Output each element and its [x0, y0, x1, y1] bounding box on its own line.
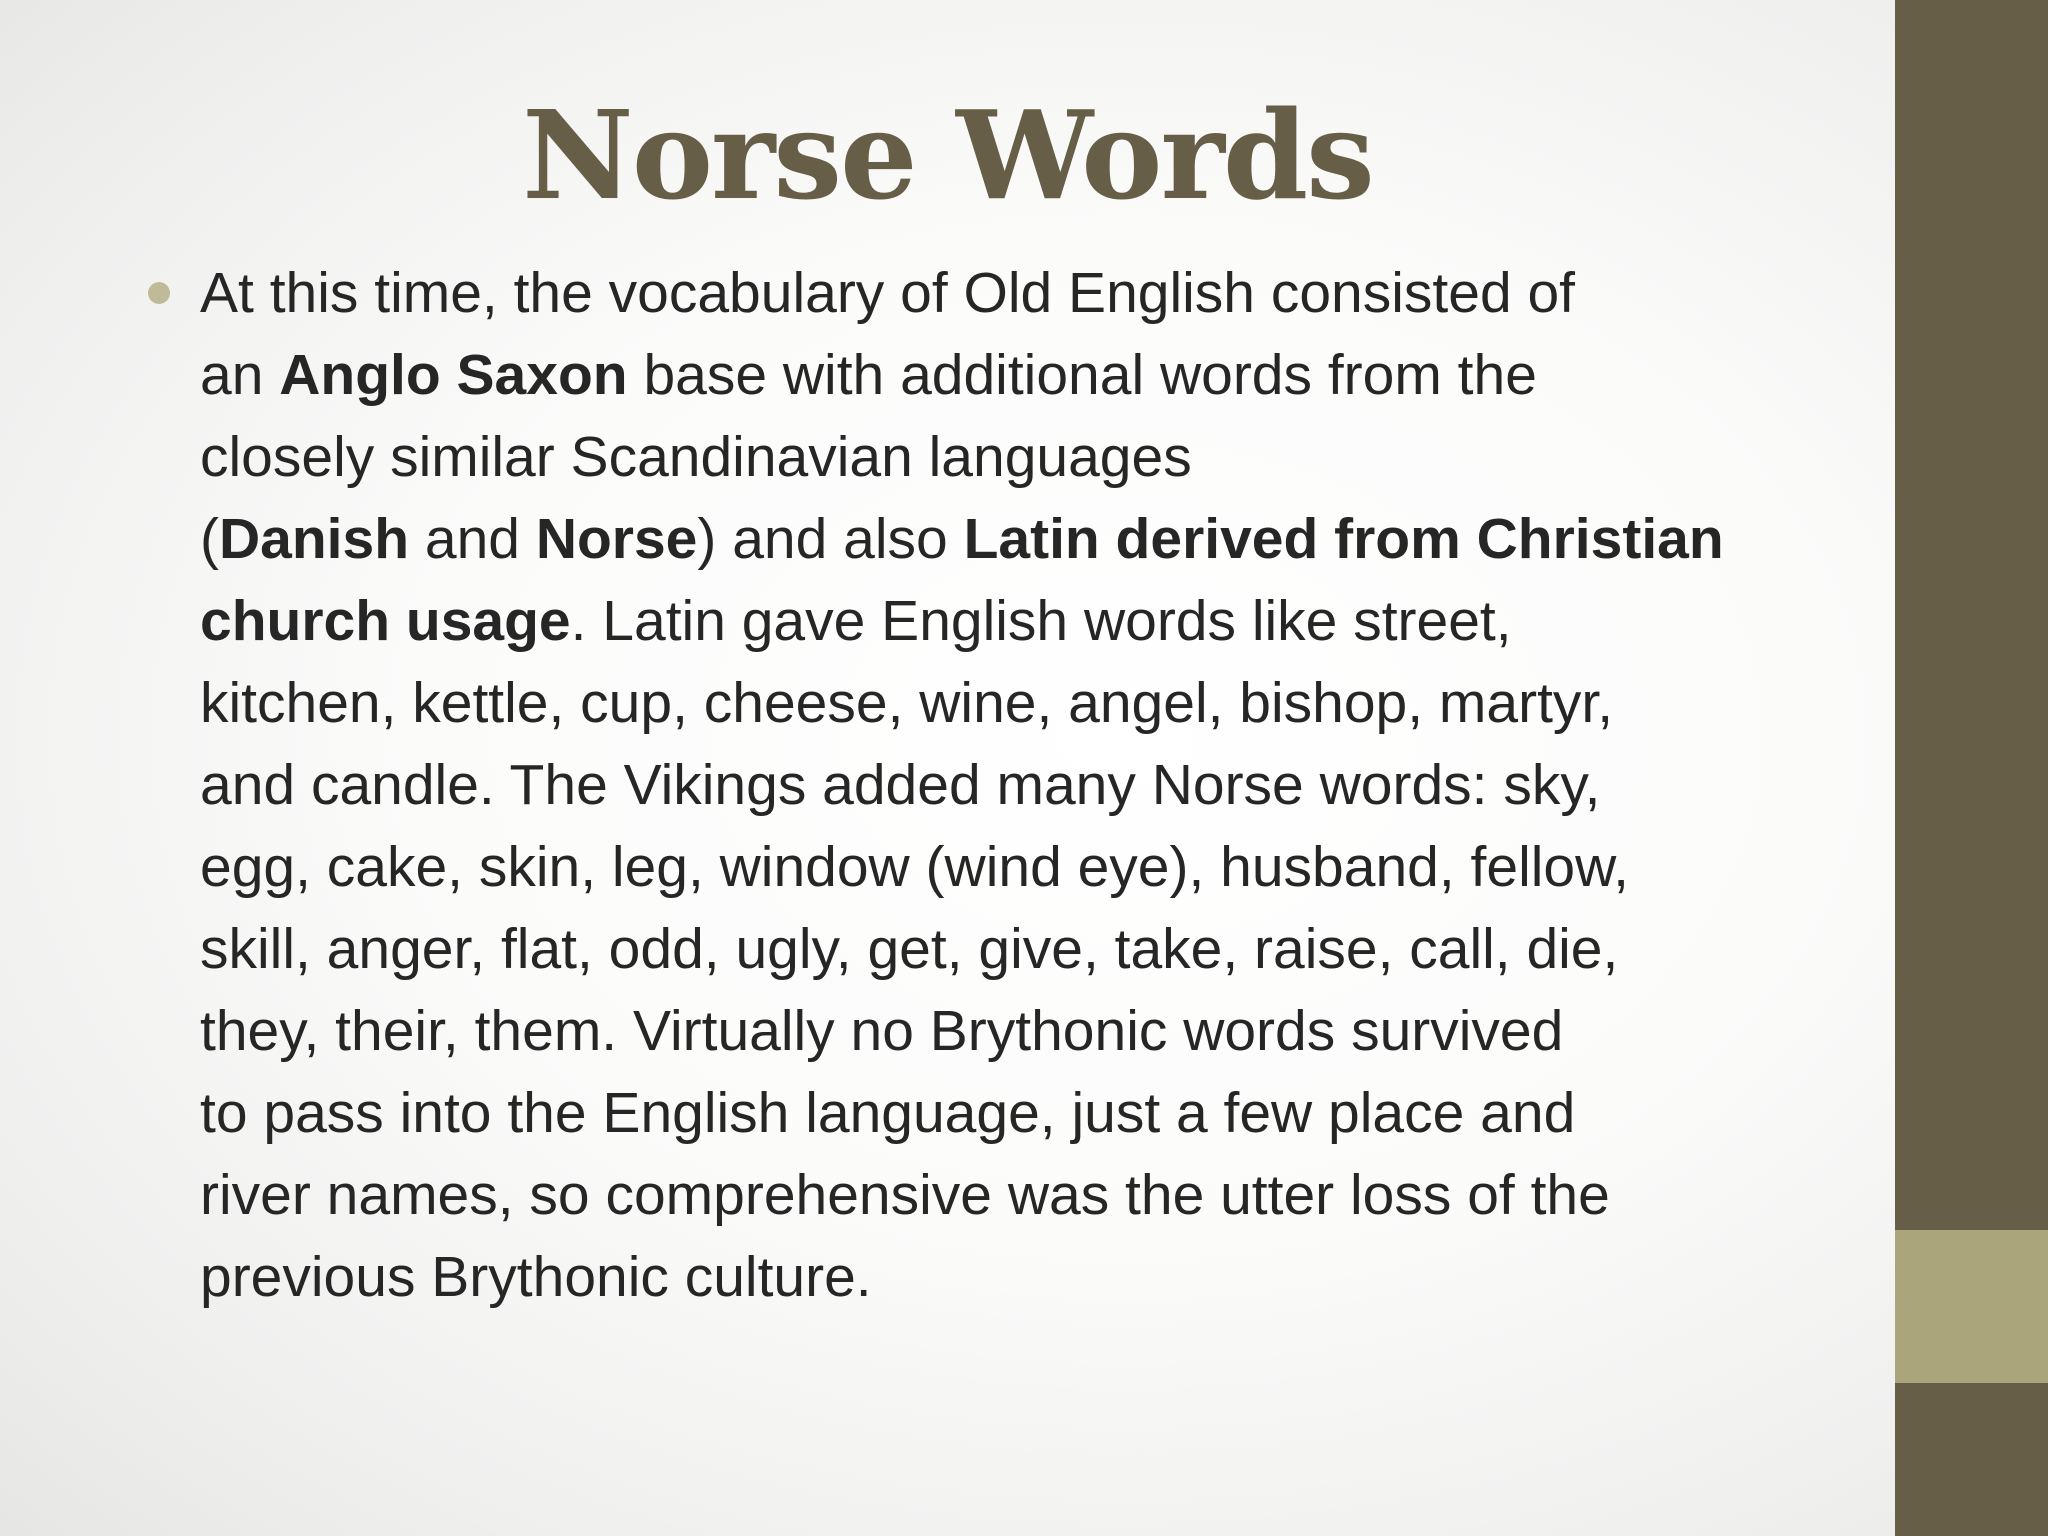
bullet-dot-icon [148, 282, 170, 304]
bullet-line [200, 662, 1800, 744]
bold-text-run: Norse [535, 507, 698, 571]
text-run: they, their, them. Virtually no Brythonic words survived [200, 999, 1564, 1063]
text-run: river names, so comprehensive was the utter loss of the [200, 1163, 1610, 1227]
bullet-line [200, 580, 1800, 662]
text-run: ) and also [697, 507, 964, 571]
bullet-line [200, 1072, 1800, 1154]
text-run: and [409, 507, 536, 571]
bullet-line [200, 1236, 1800, 1318]
bullet-line [200, 334, 1800, 416]
text-run: . Latin gave English words like street, [570, 589, 1512, 653]
bold-text-run: Danish [218, 507, 410, 571]
bullet-line [200, 252, 1800, 334]
text-run: closely similar Scandinavian languages [200, 425, 1192, 489]
bullet-line [200, 990, 1800, 1072]
bullet-line [200, 908, 1800, 990]
bold-text-run: Anglo Saxon [279, 343, 628, 407]
text-run: and candle. The Vikings added many Norse words: sky, [200, 753, 1601, 817]
text-run: previous Brythonic culture. [200, 1245, 872, 1309]
bullet-line [200, 744, 1800, 826]
slide-title: Norse Words [522, 83, 1373, 227]
bold-text-run: Latin derived from Christian [963, 507, 1724, 571]
bullet-line [200, 498, 1800, 580]
text-run: to pass into the English language, just a few place and [200, 1081, 1576, 1145]
text-run: an [200, 343, 280, 407]
text-run: egg, cake, skin, leg, window (wind eye), husband, fellow, [200, 835, 1629, 899]
bold-text-run: church usage [200, 589, 571, 653]
bullet-line [200, 416, 1800, 498]
text-run: base with additional words from the [627, 343, 1537, 407]
text-run: kitchen, kettle, cup, cheese, wine, angel, bishop, martyr, [200, 671, 1614, 735]
bullet-text [200, 252, 1800, 1318]
bullet-line [200, 826, 1800, 908]
sidebar-accent-block [1895, 1230, 2048, 1383]
text-run: ( [200, 507, 219, 571]
bullet-line [200, 1154, 1800, 1236]
text-run: At this time, the vocabulary of Old English consisted of [200, 261, 1576, 325]
text-run: skill, anger, flat, odd, ugly, get, give, take, raise, call, die, [200, 917, 1619, 981]
